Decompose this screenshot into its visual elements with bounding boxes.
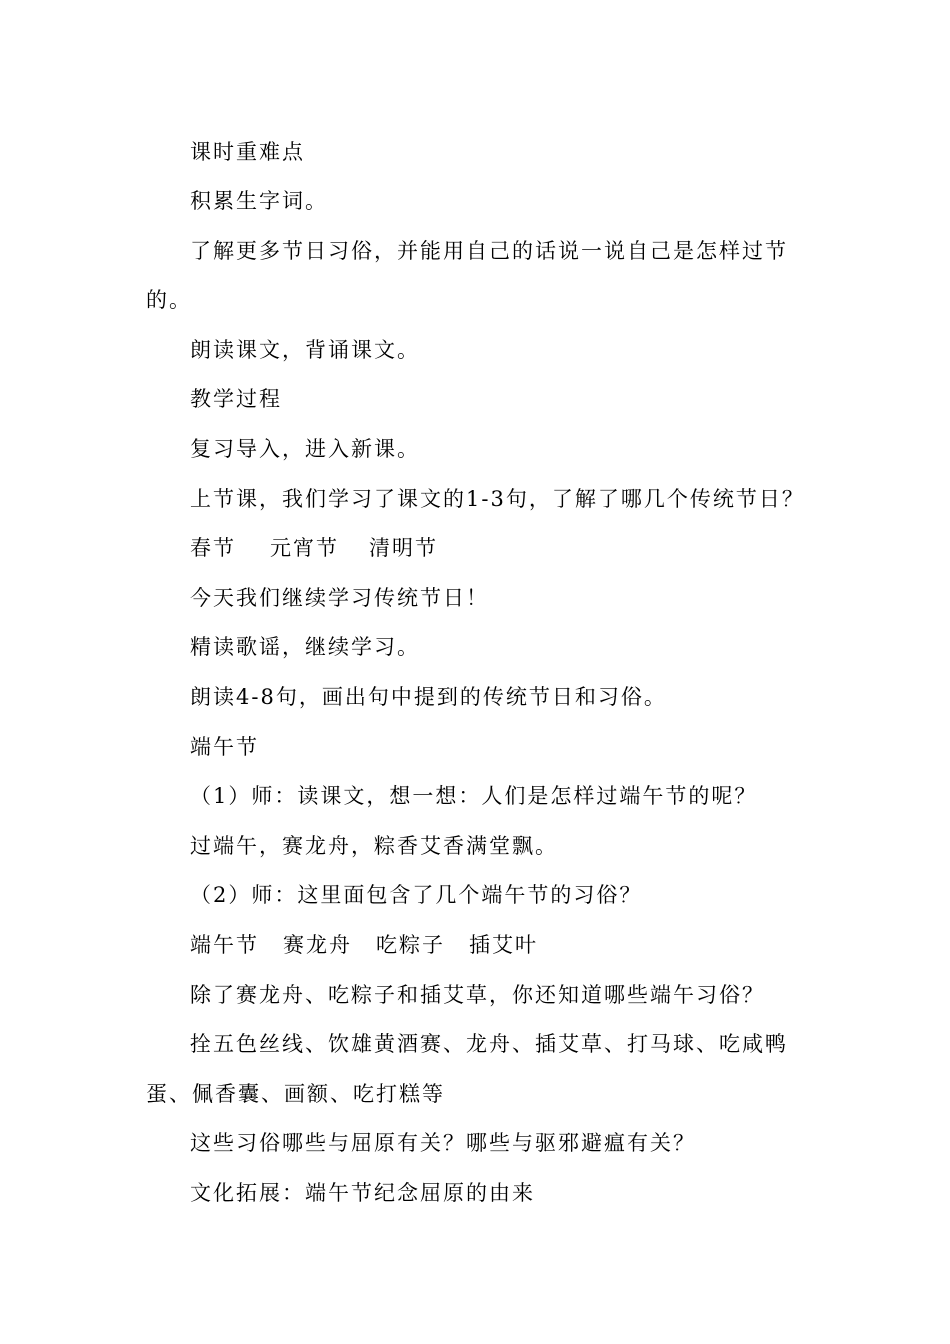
custom-item: 赛龙舟	[283, 933, 352, 957]
paragraph: 除了赛龙舟、吃粽子和插艾草，你还知道哪些端午习俗？	[190, 983, 765, 1007]
festival-item: 春节	[190, 536, 236, 560]
paragraph: （1）师：读课文，想一想：人们是怎样过端午节的呢？	[190, 784, 758, 808]
paragraph: 朗读4-8句，画出句中提到的传统节日和习俗。	[190, 685, 667, 709]
festival-item: 元宵节	[270, 536, 339, 560]
paragraph-continued: 的。	[146, 288, 192, 312]
paragraph: 上节课，我们学习了课文的1-3句，了解了哪几个传统节日？	[190, 487, 805, 511]
heading-key-points: 课时重难点	[190, 140, 305, 164]
paragraph-continued: 蛋、佩香囊、画额、吃打糕等	[146, 1082, 445, 1106]
paragraph: 今天我们继续学习传统节日！	[190, 586, 489, 610]
custom-item: 吃粽子	[376, 933, 445, 957]
paragraph: 文化拓展：端午节纪念屈原的由来	[190, 1181, 535, 1205]
paragraph: 朗读课文，背诵课文。	[190, 338, 420, 362]
paragraph: 了解更多节日习俗，并能用自己的话说一说自己是怎样过节	[190, 239, 788, 263]
festival-list	[190, 533, 438, 563]
paragraph: 拴五色丝线、饮雄黄酒赛、龙舟、插艾草、打马球、吃咸鸭	[190, 1032, 788, 1056]
paragraph: 积累生字词。	[190, 189, 328, 213]
paragraph: （2）师：这里面包含了几个端午节的习俗？	[190, 883, 643, 907]
festival-item: 清明节	[369, 536, 438, 560]
custom-item: 端午节	[190, 933, 259, 957]
custom-item: 插艾叶	[469, 933, 538, 957]
heading-teaching-process: 教学过程	[190, 387, 282, 411]
custom-list	[190, 930, 538, 960]
paragraph: 精读歌谣，继续学习。	[190, 635, 420, 659]
subheading-duanwu: 端午节	[190, 735, 259, 759]
paragraph: 过端午，赛龙舟，粽香艾香满堂飘。	[190, 834, 558, 858]
paragraph: 这些习俗哪些与屈原有关？哪些与驱邪避瘟有关？	[190, 1131, 696, 1155]
paragraph: 复习导入，进入新课。	[190, 437, 420, 461]
